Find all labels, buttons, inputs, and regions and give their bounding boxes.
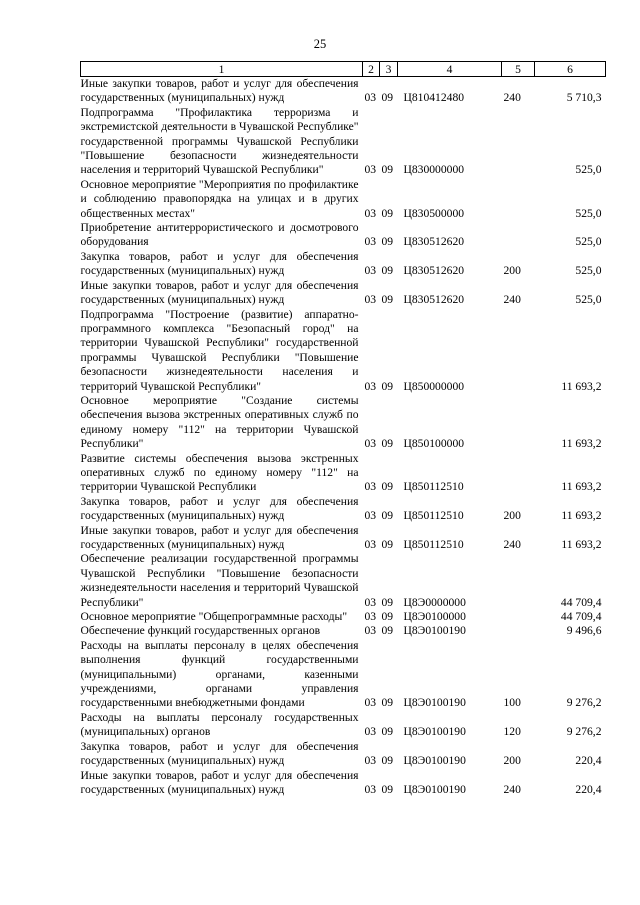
row-name: Иные закупки товаров, работ и услуг для обеспечения государственных (муниципальных) нужд [80,77,359,105]
row-section: 03 [364,610,377,624]
row-section: 03 [364,595,377,609]
row-target-code: Ц8Э0000000 [403,595,466,609]
row-name: Закупка товаров, работ и услуг для обеспечения государственных (муниципальных) нужд [80,249,359,278]
row-amount: 525,0 [575,264,602,278]
row-subsection: 09 [381,782,394,796]
row-expense-type [502,308,535,394]
row-amount: 9 276,2 [566,696,602,710]
table-row [81,769,606,798]
row-expense-type: 240 [503,782,521,796]
row-expense-type: 200 [503,509,521,523]
row-section: 03 [364,624,377,638]
row-amount: 525,0 [575,235,602,249]
row-name: Основное мероприятие "Мероприятия по профилактике и соблюдению правопорядка на улицах и в других общественных местах" [80,177,359,220]
row-subsection: 09 [381,163,394,177]
row-name: Основное мероприятие "Создание системы обеспечения вызова экстренных оперативных служб по единому номеру "112" на территории Чувашской Республики" [80,393,359,451]
table-row [81,711,606,740]
row-expense-type [502,106,535,178]
row-name: Подпрограмма "Профилактика терроризма и экстремистской деятельности в Чувашской Республике" государственной программы Чувашской Республики "Повышение безопасности жизнедеятельности населения и территорий Чувашской Республики" [80,105,359,177]
row-expense-type [502,221,535,250]
row-name: Иные закупки товаров, работ и услуг для обеспечения государственных (муниципальных) нужд [80,278,359,307]
table-row [81,308,606,394]
row-name: Иные закупки товаров, работ и услуг для обеспечения государственных (муниципальных) нужд [80,768,359,796]
table-row [81,495,606,524]
row-expense-type: 240 [503,91,521,105]
row-section: 03 [364,293,377,307]
table-row [81,624,606,638]
row-section: 03 [364,206,377,220]
row-target-code: Ц850112510 [403,538,464,551]
table-row [81,106,606,178]
row-subsection: 09 [381,437,394,451]
page-number: 25 [313,37,327,51]
row-expense-type: 100 [503,696,521,710]
row-amount: 525,0 [575,293,602,307]
row-target-code: Ц8Э0100190 [403,782,466,796]
row-subsection: 09 [381,624,394,638]
row-subsection: 09 [381,264,394,278]
row-amount: 5 710,3 [566,91,602,105]
table-row [81,610,606,624]
row-target-code: Ц8Э0100190 [403,624,466,638]
row-target-code: Ц830000000 [403,163,465,177]
table-body [81,77,606,798]
row-section: 03 [364,509,377,523]
row-section: 03 [364,725,377,739]
row-target-code: Ц8Э0100190 [403,725,466,739]
table-row [81,221,606,250]
row-subsection: 09 [381,696,394,710]
row-subsection: 09 [381,754,394,768]
row-amount: 9 496,6 [566,624,602,638]
row-subsection: 09 [381,91,394,105]
row-expense-type: 200 [503,264,521,278]
header-col-3: 3 [380,62,398,77]
row-subsection: 09 [381,538,394,551]
row-amount: 220,4 [575,782,602,796]
row-name: Расходы на выплаты персоналу государственных (муниципальных) органов [80,710,359,739]
row-amount: 11 693,2 [561,437,602,451]
row-name: Подпрограмма "Построение (развитие) аппаратно-программного комплекса "Безопасный город" на территории Чувашской Республики" государственной программы Чувашской Республики "Повышение безопасности жизнедеятельности населения и территорий Чувашской Республики" [80,307,359,393]
row-target-code: Ц8Э0100190 [403,696,466,710]
row-name: Обеспечение реализации государственной программы Чувашской Республики "Повышение безопасности жизнедеятельности населения и территорий Чувашской Республики" [80,552,359,609]
row-expense-type [502,394,535,452]
row-name: Закупка товаров, работ и услуг для обеспечения государственных (муниципальных) нужд [80,494,359,523]
row-section: 03 [364,235,377,249]
row-amount: 11 693,2 [561,509,602,523]
row-section: 03 [364,163,377,177]
row-name: Приобретение антитеррористического и досмотрового оборудования [80,221,359,249]
header-col-6: 6 [535,62,606,77]
row-name: Обеспечение функций государственных органов [80,624,321,638]
row-subsection: 09 [381,725,394,739]
table-row [81,639,606,711]
row-expense-type: 120 [503,725,521,739]
header-col-2: 2 [363,62,380,77]
row-expense-type: 240 [503,538,521,551]
row-subsection: 09 [381,206,394,220]
row-expense-type [502,452,535,495]
header-col-4: 4 [398,62,502,77]
table-row [81,524,606,553]
row-target-code: Ц830512620 [403,264,465,278]
row-amount: 220,4 [575,754,602,768]
row-amount: 44 709,4 [560,610,602,624]
row-amount: 525,0 [575,206,602,220]
row-section: 03 [364,538,377,551]
row-section: 03 [364,480,377,494]
row-subsection: 09 [381,293,394,307]
row-name: Основное мероприятие "Общепрограммные расходы" [80,610,348,624]
table-row [81,740,606,769]
row-target-code: Ц830512620 [403,293,465,307]
row-section: 03 [364,754,377,768]
row-name: Закупка товаров, работ и услуг для обеспечения государственных (муниципальных) нужд [80,739,359,768]
row-amount: 44 709,4 [560,595,602,609]
row-target-code: Ц850000000 [403,379,465,393]
row-target-code: Ц850100000 [403,437,465,451]
row-section: 03 [364,264,377,278]
row-section: 03 [364,91,377,105]
row-subsection: 09 [381,610,394,624]
row-amount: 11 693,2 [561,379,602,393]
row-subsection: 09 [381,379,394,393]
row-amount: 525,0 [575,163,602,177]
budget-table [80,61,606,797]
row-expense-type [502,552,535,610]
row-expense-type [502,178,535,221]
row-amount: 11 693,2 [561,480,602,494]
row-section: 03 [364,379,377,393]
table-header-row [81,62,606,77]
row-subsection: 09 [381,595,394,609]
row-subsection: 09 [381,235,394,249]
header-col-5: 5 [502,62,535,77]
row-name: Иные закупки товаров, работ и услуг для обеспечения государственных (муниципальных) нужд [80,523,359,551]
row-target-code: Ц8Э0100190 [403,754,466,768]
row-expense-type [502,624,535,638]
row-target-code: Ц830500000 [403,206,465,220]
row-name: Развитие системы обеспечения вызова экстренных оперативных служб по единому номеру "112" на территории Чувашской Республики [80,451,359,494]
table-row [81,77,606,106]
table-row [81,178,606,221]
row-section: 03 [364,437,377,451]
row-target-code: Ц8Э0100000 [403,610,466,624]
row-amount: 11 693,2 [561,538,602,551]
row-amount: 9 276,2 [566,725,602,739]
row-name: Расходы на выплаты персоналу в целях обеспечения выполнения функций государственными (муниципальными) органами, казенными учреждениями, органами управления государственными внебюджетными фондами [80,638,359,710]
row-expense-type: 240 [503,293,521,307]
row-expense-type [502,610,535,624]
row-subsection: 09 [381,509,394,523]
row-section: 03 [364,782,377,796]
table-row [81,394,606,452]
table-row [81,279,606,308]
row-expense-type: 200 [503,754,521,768]
header-col-1: 1 [81,62,363,77]
row-target-code: Ц850112510 [403,509,464,523]
row-target-code: Ц810412480 [403,91,465,105]
row-subsection: 09 [381,480,394,494]
table-row [81,250,606,279]
row-target-code: Ц850112510 [403,480,464,494]
row-section: 03 [364,696,377,710]
row-target-code: Ц830512620 [403,235,465,249]
table-row [81,452,606,495]
table-row [81,552,606,610]
